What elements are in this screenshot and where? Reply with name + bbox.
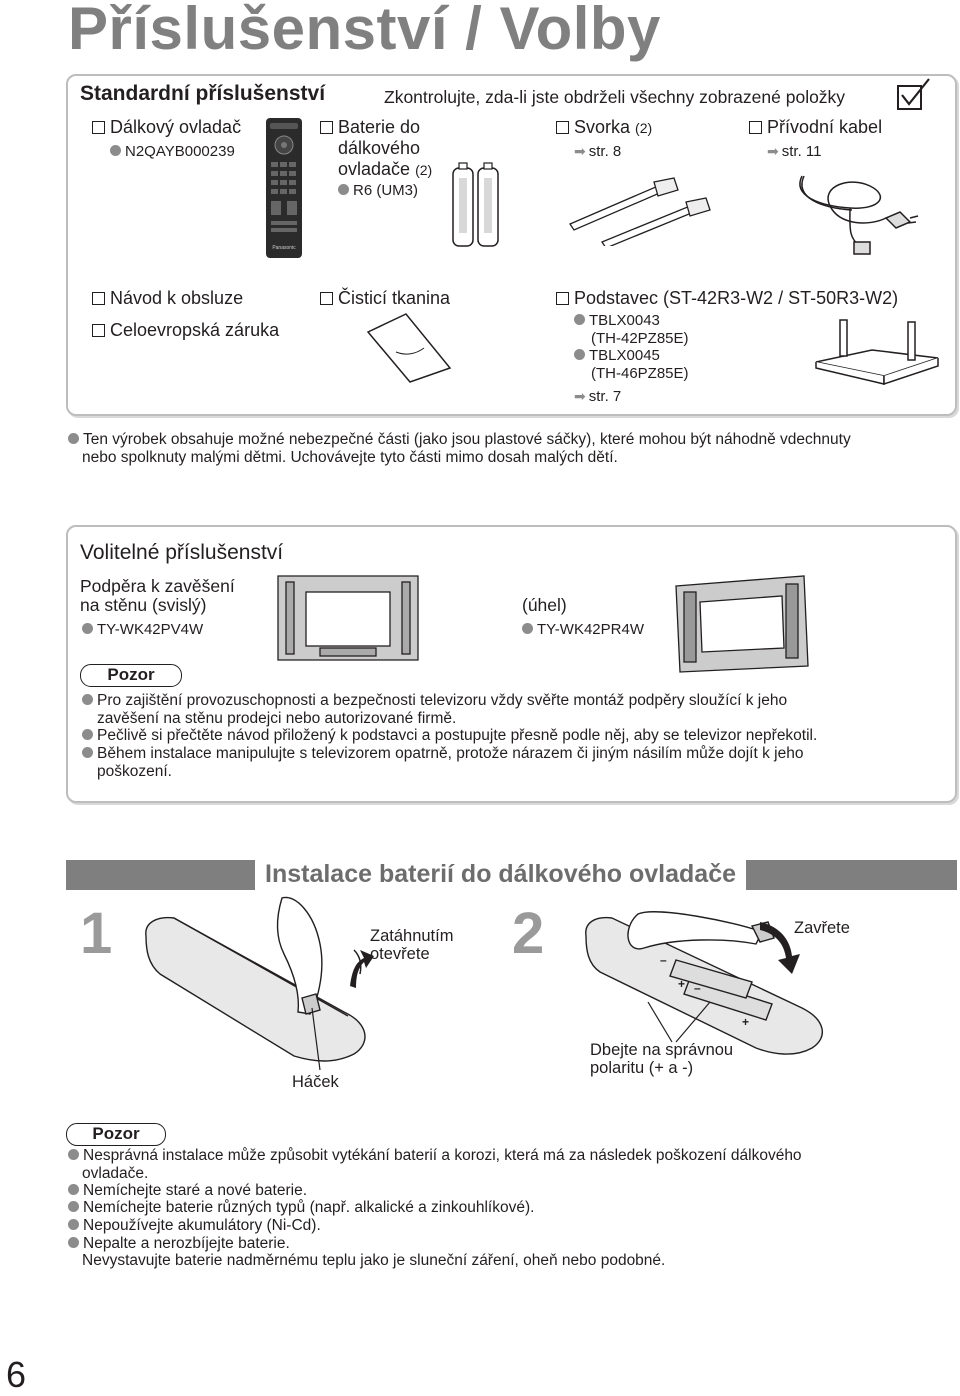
safety-note-line1: Ten výrobek obsahuje možné nebezpečné části (jako jsou plastové sáčky), které mohou být náhodně vdechnuty [83, 431, 851, 448]
svg-text:+: + [742, 1015, 750, 1029]
bullet-icon [68, 1237, 79, 1248]
warranty-item [92, 320, 279, 340]
battery-caution-text-5: Nepoužívejte akumulátory (Ni-Cd). [83, 1217, 321, 1234]
battery-caution-text-6: Nepalte a nerozbíjejte baterie. [83, 1235, 290, 1252]
clamp-item [556, 117, 652, 138]
remote-label: Dálkový ovladač [110, 117, 242, 137]
cloth-item [320, 288, 450, 308]
batteries-image [450, 160, 502, 250]
pedestal-item [556, 288, 898, 308]
batteries-item [320, 117, 420, 137]
batteries-line2: dálkového [338, 138, 421, 158]
checkbox-icon [320, 292, 333, 305]
bullet-icon [110, 145, 121, 156]
caution-badge: Pozor [80, 664, 182, 687]
optional-caution-text-3: Pečlivě si přečtěte návod přiložený k podstavci a postupujte přesně podle něj, aby se televizor nepřekotil. [97, 727, 818, 744]
pedestal-ref: str. 7 [588, 388, 622, 405]
arrow-right-icon: ➡ [767, 143, 779, 159]
bullet-icon [82, 729, 93, 740]
polarity-pointer-lines [640, 1000, 730, 1044]
page-title: Příslušenství / Volby [68, 0, 661, 62]
remote-control-image [264, 117, 304, 259]
batteries-line1: Baterie do [338, 117, 421, 137]
checkbox-icon [320, 121, 333, 134]
optional-caution-1 [82, 692, 787, 710]
batteries-line3-wrap [338, 159, 432, 180]
bracket-code: TY-WK42PV4W [97, 621, 204, 638]
clamp-qty: (2) [635, 120, 653, 136]
polarity-line1: Dbejte na správnou [590, 1041, 734, 1059]
battery-caution-text-3: Nemíchejte staré a nové baterie. [83, 1182, 308, 1199]
power-cable-image [790, 166, 920, 258]
arrow-right-icon: ➡ [574, 388, 586, 404]
remote-code: N2QAYB000239 [125, 143, 235, 160]
battery-caution-5 [68, 1217, 321, 1235]
standard-heading: Standardní příslušenství [80, 82, 326, 105]
bullet-icon [338, 184, 349, 195]
pedestal-label: Podstavec (ST-42R3-W2 / ST-50R3-W2) [574, 288, 899, 308]
clamp-label: Svorka [574, 117, 631, 137]
optional-caution-3 [82, 727, 817, 745]
bullet-icon [68, 1201, 79, 1212]
bullet-icon [68, 433, 79, 444]
checkbox-icon [556, 121, 569, 134]
step-1-number: 1 [80, 901, 113, 966]
checkbox-icon [92, 292, 105, 305]
warranty-label: Celoevropská záruka [110, 320, 280, 340]
cable-ref: str. 11 [781, 143, 822, 160]
pedestal-code2-line [574, 347, 660, 365]
manual-label: Návod k obsluze [110, 288, 244, 308]
step-2-number: 2 [512, 901, 545, 966]
batteries-type: R6 (UM3) [353, 182, 419, 199]
bracket-code-line [82, 621, 203, 639]
cable-ref-line [767, 142, 821, 161]
close-label: Zavřete [794, 919, 850, 937]
pedestal-code1: TBLX0043 [589, 312, 660, 329]
cable-item [749, 117, 882, 137]
batteries-qty: (2) [415, 162, 433, 178]
battery-caution-badge: Pozor [66, 1123, 166, 1146]
battery-caution-1 [68, 1147, 802, 1165]
battery-caution-text-7: Nevystavujte baterie nadměrnému teplu jako je sluneční záření, oheň nebo podobné. [82, 1252, 666, 1269]
cable-label: Přívodní kabel [767, 117, 883, 137]
battery-install-title: Instalace baterií do dálkového ovladače [255, 856, 746, 894]
clamp-ref: str. 8 [588, 143, 622, 160]
safety-note-line1-wrap [68, 431, 851, 449]
battery-caution-text-2: ovladače. [82, 1165, 149, 1182]
svg-text:–: – [694, 981, 701, 995]
bullet-icon [82, 747, 93, 758]
pedestal-model2: (TH-46PZ85E) [591, 365, 689, 382]
hook-pointer-line [304, 1006, 334, 1074]
bullet-icon [68, 1219, 79, 1230]
remote-item [92, 117, 241, 137]
checkbox-icon [92, 121, 105, 134]
checkbox-icon [556, 292, 569, 305]
angle-code: TY-WK42PR4W [537, 621, 644, 638]
pedestal-ref-line [574, 387, 621, 406]
bullet-icon [82, 623, 93, 634]
arrow-right-icon: ➡ [574, 143, 586, 159]
wall-bracket-vertical-image [274, 572, 422, 664]
checkbox-icon [749, 121, 762, 134]
bullet-icon [82, 694, 93, 705]
cloth-label: Čisticí tkanina [338, 288, 451, 308]
clamp-ref-line [574, 142, 621, 161]
bullet-icon [574, 349, 585, 360]
batteries-line3: ovladače [338, 159, 411, 179]
optional-caution-text-1: Pro zajištění provozuschopnosti a bezpečnosti televizoru vždy svěřte montáž podpěry sloužící k jeho [97, 692, 788, 709]
clamp-image [566, 176, 726, 246]
bracket-line1: Podpěra k zavěšení [80, 576, 235, 596]
checkbox-icon [92, 324, 105, 337]
bullet-icon [68, 1184, 79, 1195]
wall-bracket-angle-image [670, 572, 812, 676]
check-note: Zkontrolujte, zda-li jste obdrželi všechny zobrazené položky [384, 87, 846, 107]
pedestal-code2: TBLX0045 [589, 347, 660, 364]
angle-label: (úhel) [522, 595, 567, 615]
bullet-icon [574, 314, 585, 325]
polarity-line2: polaritu (+ a -) [590, 1059, 694, 1077]
pedestal-image [812, 314, 942, 386]
optional-caution-text-2: zavěšení na stěnu prodejci nebo autorizované firmě. [97, 710, 457, 727]
page-number: 6 [6, 1354, 27, 1395]
angle-code-line [522, 621, 644, 639]
bullet-icon [68, 1149, 79, 1160]
safety-note-line2: nebo spolknuty malými dětmi. Uchovávejte tyto části mimo dosah malých dětí. [82, 449, 618, 466]
remote-code-line [110, 143, 235, 161]
battery-caution-6 [68, 1235, 290, 1253]
svg-text:+: + [678, 977, 686, 991]
manual-item [92, 288, 243, 308]
battery-caution-text-4: Nemíchejte baterie různých typů (např. alkalické a zinkouhlíkové). [83, 1199, 535, 1216]
battery-caution-4 [68, 1199, 534, 1217]
pedestal-model1: (TH-42PZ85E) [591, 330, 689, 347]
optional-heading: Volitelné příslušenství [80, 541, 284, 564]
checkbox-checked-icon [896, 77, 932, 111]
cleaning-cloth-image [366, 312, 452, 384]
remote-brand: Panasonic [272, 245, 296, 251]
optional-caution-text-5: poškození. [97, 763, 172, 780]
pedestal-code1-line [574, 312, 660, 330]
battery-caution-text-1: Nesprávná instalace může způsobit vytékání baterií a korozi, která má za následek poškození dálkového [83, 1147, 802, 1164]
step1-label1: Zatáhnutím [370, 927, 454, 945]
hook-label: Háček [292, 1073, 339, 1091]
batteries-type-line [338, 182, 418, 200]
optional-caution-4 [82, 745, 803, 763]
bracket-line2: na stěnu (svislý) [80, 595, 207, 615]
bullet-icon [522, 623, 533, 634]
svg-text:–: – [660, 953, 667, 967]
battery-caution-3 [68, 1182, 307, 1200]
optional-caution-text-4: Během instalace manipulujte s televizorem opatrně, protože nárazem či jiným násilím může dojít k jeho [97, 745, 804, 762]
step1-label2: otevřete [370, 945, 430, 963]
